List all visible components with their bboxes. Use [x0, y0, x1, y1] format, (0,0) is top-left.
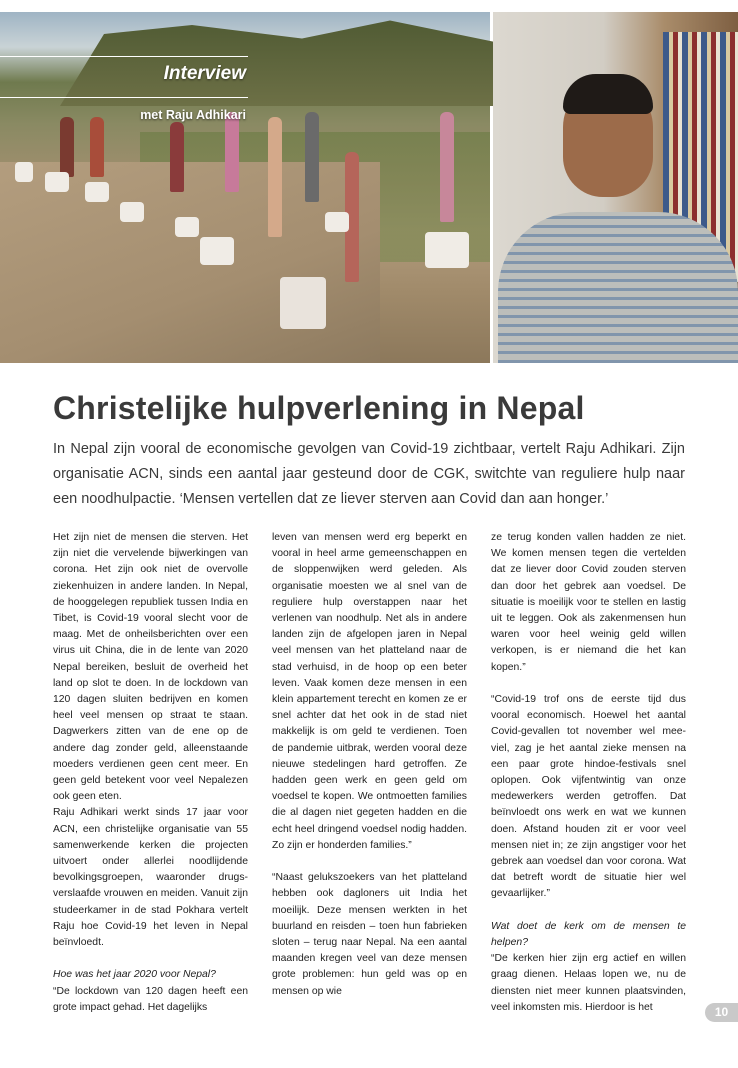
banner-rule-top [0, 56, 248, 57]
interview-question: Wat doet de kerk om de mensen te helpen? [491, 920, 686, 949]
paragraph: “De lockdown van 120 dagen heeft een grote impact gehad. Het dagelijks [53, 985, 248, 1013]
banner-rule-bottom [0, 97, 248, 98]
text-column-3 [491, 530, 686, 1016]
paragraph: leven van mensen werd erg beperkt en vooral in heel arme gemeenschappen en de sloppenwijken werd geleden. Als organisatie moesten we al snel van de reguliere hulp overstappen naar het verlenen van noodhulp. Net als in andere landen zijn de afgelopen jaren in Nepal veel mensen van het platteland naar de stad verhuisd, in de hoop op een beter leven. Vaak komen deze mensen in een klein appartement terecht en komen ze er snel achter dat het ook in de stad niet makkelijk is om geld te verdienen. Toen de pandemie uitbrak, werden vooral deze nieuwe stedelingen hard getroffen. Ze hadden geen werk en geen geld om voedsel te kopen. We ontmoetten families die al dagen niet gegeten hadden en die echt heel dringend voedsel nodig hadden. Zo zijn er honderden families.” [272, 532, 467, 851]
text-column-2 [272, 530, 467, 1000]
paragraph: “De kerken hier zijn erg actief en willen graag dienen. Helaas lopen we, nu de diensten niet meer kunnen plaatsvinden, veel inkomsten mis. Hierdoor is het [491, 953, 686, 1013]
interview-subtitle: met Raju Adhikari [140, 108, 246, 122]
article-headline: Christelijke hulpverlening in Nepal [53, 390, 585, 426]
page-number: 10 [705, 1003, 738, 1022]
photo-raju-adhikari [493, 12, 738, 363]
paragraph: “Covid-19 trof ons de eerste tijd dus vooral economisch. Hoewel het aantal Covid-gevallen tot november wel mee-viel, zag je het aantal zieke mensen na een paar grote hindoe-festivals snel oplopen. Ook vijfentwintig van onze medewerkers werden getroffen. Dat beïnvloedt ons werk en wat we kunnen doen. Afstand houden zit er voor veel mensen niet in; ze zijn angstiger voor het gebrek aan voedsel dan voor corona. Wat dat betreft wordt de situatie hier wel gevaarlijker.” [491, 694, 686, 900]
paragraph: Het zijn niet de mensen die sterven. Het zijn niet die vervelende bijwerkingen van corona. Het zijn ook niet de overvolle ziekenhuizen in andere landen. In Nepal, de hooggelegen republiek tussen India en Tibet, is Covid-19 vooral slecht voor de maag. Met de onheilsberichten over een virus uit China, die in de lente van 2020 Nepal bereiken, besluit de overheid het land op slot te doen. In de lockdown van 120 dagen sluiten bedrijven en komen heel veel mensen op straat te staan. Dagwerkers zitten van de ene op de andere dag zonder geld, alleenstaande moeders verdienen geen cent meer. En geen geld betekent voor veel Nepalezen ook geen eten. [53, 532, 248, 803]
paragraph: ze terug konden vallen hadden ze niet. We komen mensen tegen die vertelden dat ze liever door Covid zouden sterven dan door het gebrek aan voedsel. De situatie is moeilijk voor te stellen en lastig uit te leggen. Ook als zakenmensen hun waren voor heel weinig geld willen verkopen, is er niemand die het kan kopen.” [491, 532, 686, 673]
paragraph: “Naast gelukszoekers van het platteland hebben ook dagloners uit India het moeilijk. Deze mensen werkten in het buurland en reisden – toen hun fabrieken sloten – terug naar Nepal. Na een aantal maanden kregen veel van deze mensen grote problemen: hun geld was op en mensen op wie [272, 872, 467, 997]
text-column-1 [53, 530, 248, 1016]
section-label: Interview [163, 63, 246, 84]
interview-question: Hoe was het jaar 2020 voor Nepal? [53, 969, 216, 981]
paragraph: Raju Adhikari werkt sinds 17 jaar voor ACN, een christelijke organisatie van 55 samenwerkende kerken die projecten uitvoert onder allerlei noodlijdende bevolkingsgroepen, waaronder drugs-verslaafde vrouwen en meiden. Vanuit zijn studeerkamer in de stad Pokhara vertelt Raju hoe Covid-19 het leven in Nepal beïnvloedt. [53, 807, 248, 949]
article-lead: In Nepal zijn vooral de economische gevolgen van Covid-19 zichtbaar, vertelt Raju Adhikari. Zijn organisatie ACN, sinds een aantal jaar gesteund door de CGK, switchte van reguliere hulp naar een noodhulpactie. ‘Mensen vertellen dat ze liever sterven aan Covid dan aan honger.’ [53, 441, 685, 507]
interview-banner [0, 56, 248, 122]
